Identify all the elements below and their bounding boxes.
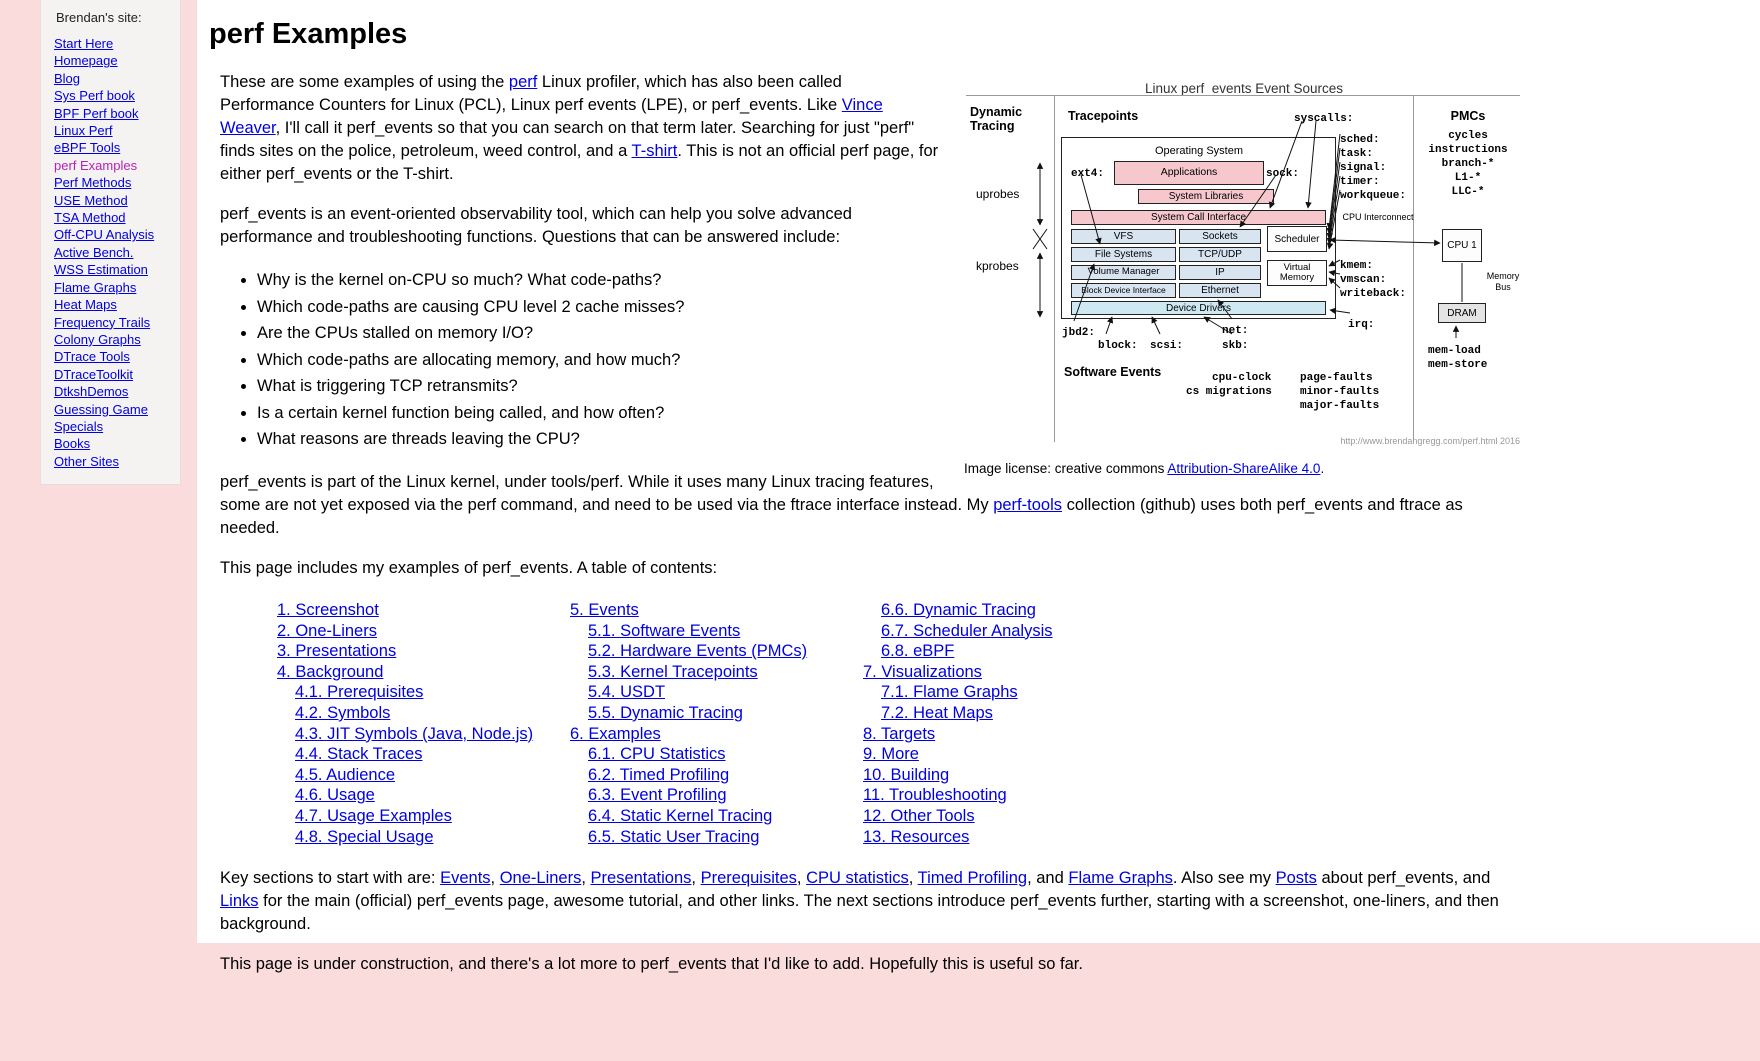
column-pmcs: PMCs <box>1450 109 1486 123</box>
file-systems-box: File Systems <box>1071 247 1176 262</box>
toc-link[interactable]: 1. Screenshot <box>277 601 379 619</box>
volume-manager-box: Volume Manager <box>1071 265 1176 280</box>
sidebar-link[interactable]: Colony Graphs <box>54 331 141 347</box>
sw-event-cpu-clock: cpu-clock <box>1212 372 1272 384</box>
toc-link[interactable]: 5.5. Dynamic Tracing <box>588 703 743 722</box>
sidebar-link[interactable]: DtkshDemos <box>54 384 129 400</box>
pmc-branch: branch-* <box>1441 158 1495 170</box>
device-drivers-box: Device Drivers <box>1071 301 1326 315</box>
sidebar-link[interactable]: DTrace Tools <box>54 349 130 365</box>
event-block: block: <box>1098 340 1138 352</box>
toc-link[interactable]: 4.1. Prerequisites <box>295 683 424 702</box>
question-bullet: • Are the CPUs stalled on memory I/O? <box>257 322 1524 345</box>
question-bullet: • Is a certain kernel function being called, and how often? <box>257 402 1524 425</box>
question-bullet: • Why is the kernel on-CPU so much? What code-paths? <box>257 269 1524 292</box>
uprobes-label: uprobes <box>976 187 1020 201</box>
toc-link[interactable]: 6.3. Event Profiling <box>588 786 727 805</box>
event-kmem: kmem: <box>1340 260 1374 272</box>
perf-event-sources-diagram <box>964 77 1524 451</box>
toc-column-3 <box>863 600 1156 847</box>
event-ext4: ext4: <box>1071 168 1105 180</box>
sidebar-link[interactable]: Perf Methods <box>54 175 132 191</box>
inline-link[interactable]: Vince Weaver <box>220 96 883 137</box>
sidebar-link[interactable]: Homepage <box>54 53 118 69</box>
toc-link[interactable]: 3. Presentations <box>277 642 397 661</box>
inline-link[interactable]: Links <box>220 892 259 911</box>
toc-link[interactable]: 8. Targets <box>863 724 936 743</box>
inline-link[interactable]: T-shirt <box>631 142 678 160</box>
diagram-credit-url: http://www.brendangregg.com/perf.html 2016 <box>1340 436 1520 446</box>
inline-link[interactable]: Attribution-ShareAlike 4.0 <box>1167 461 1321 476</box>
sidebar-link[interactable]: DTraceToolkit <box>54 366 133 382</box>
inline-link[interactable]: perf <box>508 73 538 91</box>
sidebar-link[interactable]: WSS Estimation <box>54 262 148 278</box>
toc-link[interactable]: 5.1. Software Events <box>588 621 741 640</box>
event-workqueue: workqueue: <box>1340 190 1407 202</box>
inline-link[interactable]: Events <box>440 869 491 888</box>
toc-link[interactable]: 6. Examples <box>570 724 661 743</box>
event-jbd2: jbd2: <box>1062 327 1096 339</box>
sidebar-link[interactable]: Flame Graphs <box>54 279 137 295</box>
toc-link[interactable]: 5. Events <box>570 601 639 619</box>
pmc-llc: LLC-* <box>1451 186 1485 198</box>
sw-event-major-faults: major-faults <box>1300 400 1380 412</box>
intro-paragraph: These are some examples of using the perf Linux profiler, which has also been called Performance Counters for Linux (PCL), Linux perf events (LPE), or perf_events. Like Vince Weaver, I'll call it perf_events so that you can search on that term later. Searching for just "perf" finds sites on the police, petroleum, weed control, and a T-shirt. This is not an official perf page, for either perf_events or the T-shirt. <box>220 73 939 183</box>
sidebar-link[interactable]: Heat Maps <box>54 297 117 313</box>
ethernet-box: Ethernet <box>1179 283 1261 298</box>
toc-link[interactable]: 6.5. Static User Tracing <box>588 827 760 846</box>
inline-link[interactable]: CPU statistics <box>806 869 909 888</box>
question-bullet: • Which code-paths are causing CPU level 2 cache misses? <box>257 296 1524 319</box>
sw-event-minor-faults: minor-faults <box>1300 386 1380 398</box>
toc-link[interactable]: 11. Troubleshooting <box>863 786 1007 805</box>
inline-link[interactable]: perf-tools <box>993 496 1062 514</box>
page-title: perf Examples <box>209 18 408 50</box>
toc-link[interactable]: 6.4. Static Kernel Tracing <box>588 806 773 825</box>
inline-link[interactable]: One-Liners <box>499 869 582 888</box>
pmc-l1: L1-* <box>1454 172 1482 184</box>
toc-link[interactable]: 10. Building <box>863 765 950 784</box>
toc-link[interactable]: 7.1. Flame Graphs <box>881 683 1018 702</box>
sidebar-link[interactable]: USE Method <box>54 192 128 208</box>
toc-link[interactable]: 4.7. Usage Examples <box>295 806 452 825</box>
event-irq: irq: <box>1348 319 1375 331</box>
toc-link[interactable]: 9. More <box>863 745 919 764</box>
mem-store-label: mem-store <box>1428 359 1488 371</box>
observability-paragraph: perf_events is an event-oriented observability tool, which can help you solve advanced performance and troubleshooting functions. Questions that can be answered include: <box>220 205 852 246</box>
event-syscalls: syscalls: <box>1294 113 1354 125</box>
toc-link[interactable]: 2. One-Liners <box>277 621 377 640</box>
sidebar-link[interactable]: Off-CPU Analysis <box>54 227 155 243</box>
event-sched: sched: <box>1340 134 1380 146</box>
diagram-divider <box>966 95 1520 96</box>
sidebar-link[interactable]: Linux Perf <box>54 123 113 139</box>
inline-link[interactable]: Flame Graphs <box>1068 869 1173 888</box>
inline-link[interactable]: Presentations <box>590 869 692 888</box>
sidebar-link[interactable]: Guessing Game <box>54 401 148 417</box>
event-task: task: <box>1340 148 1374 160</box>
toc-link[interactable]: 4.4. Stack Traces <box>295 745 423 764</box>
sidebar <box>40 0 181 485</box>
cpu-interconnect-label: CPU Interconnect <box>1342 212 1414 222</box>
pmc-cycles: cycles <box>1448 130 1488 142</box>
toc-lead-paragraph: This page includes my examples of perf_events. A table of contents: <box>220 559 718 577</box>
pmc-instructions: instructions <box>1428 144 1508 156</box>
sidebar-link[interactable]: TSA Method <box>54 210 126 226</box>
toc-column-1 <box>277 600 570 847</box>
event-sock: sock: <box>1266 168 1300 180</box>
toc-link[interactable]: 4.5. Audience <box>295 765 395 784</box>
system-libraries-box: System Libraries <box>1138 189 1274 204</box>
table-of-contents <box>277 600 1524 847</box>
column-dynamic-tracing: Dynamic Tracing <box>970 105 1023 133</box>
diagram-divider <box>1054 95 1055 442</box>
sidebar-link-current: perf Examples <box>54 157 138 173</box>
operating-system-label: Operating System <box>1154 145 1244 157</box>
main-content-area <box>197 0 1760 974</box>
kernel-paragraph: perf_events is part of the Linux kernel, under tools/perf. While it uses many Linux tracing features, some are not yet exposed via the perf command, and need to be used via the ftrace interface instead. My perf-tools collection (github) uses both perf_events and ftrace as needed. <box>220 473 1463 537</box>
sidebar-title: Brendan's site: <box>56 10 142 25</box>
sidebar-link[interactable]: Other Sites <box>54 453 120 469</box>
system-call-interface-box: System Call Interface <box>1071 210 1326 225</box>
article-body <box>220 71 1524 976</box>
inline-link[interactable]: Timed Profiling <box>917 869 1028 888</box>
event-vmscan: vmscan: <box>1340 274 1387 286</box>
sidebar-nav <box>54 35 174 470</box>
memory-bus-label: Memory Bus <box>1486 271 1520 292</box>
toc-link[interactable]: 4.3. JIT Symbols (Java, Node.js) <box>295 724 534 743</box>
sidebar-link[interactable]: Active Bench. <box>54 244 134 260</box>
toc-link[interactable]: 6.7. Scheduler Analysis <box>881 621 1053 640</box>
event-sources-figure <box>964 77 1524 478</box>
toc-link[interactable]: 4.2. Symbols <box>295 703 391 722</box>
sidebar-link[interactable]: Books <box>54 436 91 452</box>
diagram-divider <box>1413 95 1414 442</box>
event-net: net: <box>1222 325 1249 337</box>
sidebar-link[interactable]: Specials <box>54 418 104 434</box>
sidebar-link[interactable]: Start Here <box>54 36 114 51</box>
event-writeback: writeback: <box>1340 288 1407 300</box>
cpu-box: CPU 1 <box>1442 229 1482 262</box>
toc-link[interactable]: 4.6. Usage <box>295 786 375 805</box>
diagram-title: Linux perf_events Event Sources <box>1144 81 1344 96</box>
event-skb: skb: <box>1222 340 1249 352</box>
sidebar-link[interactable]: eBPF Tools <box>54 140 121 156</box>
dram-box: DRAM <box>1438 303 1486 323</box>
software-events-label: Software Events <box>1064 365 1162 379</box>
toc-link[interactable]: 6.2. Timed Profiling <box>588 765 730 784</box>
pmc-counter-list <box>1416 129 1520 199</box>
sidebar-link[interactable]: Frequency Trails <box>54 314 151 330</box>
toc-link[interactable]: 6.6. Dynamic Tracing <box>881 601 1036 619</box>
sw-event-cs-migrations: cs migrations <box>1186 386 1272 398</box>
sw-event-page-faults: page-faults <box>1300 372 1373 384</box>
sidebar-link[interactable]: Blog <box>54 70 81 86</box>
tcp-udp-box: TCP/UDP <box>1179 247 1261 262</box>
toc-link[interactable]: 4. Background <box>277 662 384 681</box>
toc-link[interactable]: 5.2. Hardware Events (PMCs) <box>588 642 808 661</box>
event-signal: signal: <box>1340 162 1387 174</box>
toc-link[interactable]: 4.8. Special Usage <box>295 827 434 846</box>
toc-link[interactable]: 7. Visualizations <box>863 662 982 681</box>
toc-link[interactable]: 6.8. eBPF <box>881 642 955 661</box>
question-bullet: • What is triggering TCP retransmits? <box>257 375 1524 398</box>
image-license-caption: Image license: creative commons Attribution-ShareAlike 4.0. <box>964 461 1325 476</box>
event-scsi: scsi: <box>1150 340 1184 352</box>
inline-link[interactable]: Prerequisites <box>700 869 797 888</box>
under-construction-paragraph: This page is under construction, and there's a lot more to perf_events that I'd like to add. Hopefully this is useful so far. <box>220 955 1083 974</box>
vfs-box: VFS <box>1071 229 1176 244</box>
mem-load-label: mem-load <box>1428 345 1481 357</box>
question-bullet: • Which code-paths are allocating memory, and how much? <box>257 349 1524 372</box>
toc-link[interactable]: 6.1. CPU Statistics <box>588 745 726 764</box>
applications-box: Applications <box>1114 161 1264 185</box>
kprobes-label: kprobes <box>976 259 1019 273</box>
toc-link[interactable]: 5.4. USDT <box>588 683 666 702</box>
toc-link[interactable]: 12. Other Tools <box>863 806 975 825</box>
toc-link[interactable]: 5.3. Kernel Tracepoints <box>588 662 758 681</box>
virtual-memory-box: Virtual Memory <box>1267 260 1327 286</box>
sidebar-link[interactable]: BPF Perf book <box>54 105 139 121</box>
scheduler-box: Scheduler <box>1267 226 1327 252</box>
event-timer: timer: <box>1340 176 1380 188</box>
sockets-box: Sockets <box>1179 229 1261 244</box>
block-device-interface-box: Block Device Interface <box>1071 283 1176 298</box>
toc-link[interactable]: 7.2. Heat Maps <box>881 703 993 722</box>
column-tracepoints: Tracepoints <box>1068 109 1139 123</box>
sidebar-link[interactable]: Sys Perf book <box>54 88 135 104</box>
key-sections-paragraph: Key sections to start with are: Events, One-Liners, Presentations, Prerequisites, CPU statistics, Timed Profiling, and Flame Graphs. Also see my Posts about perf_events, and Links for the main (official) perf_events page, awesome tutorial, and other links. The next sections introduce perf_events further, starting with a screenshot, one-liners, and then background. <box>220 869 1499 934</box>
toc-column-2 <box>570 600 863 847</box>
question-bullet: • What reasons are threads leaving the CPU? <box>257 428 1524 451</box>
ip-box: IP <box>1179 265 1261 280</box>
inline-link[interactable]: Posts <box>1275 869 1317 888</box>
toc-link[interactable]: 13. Resources <box>863 827 970 846</box>
